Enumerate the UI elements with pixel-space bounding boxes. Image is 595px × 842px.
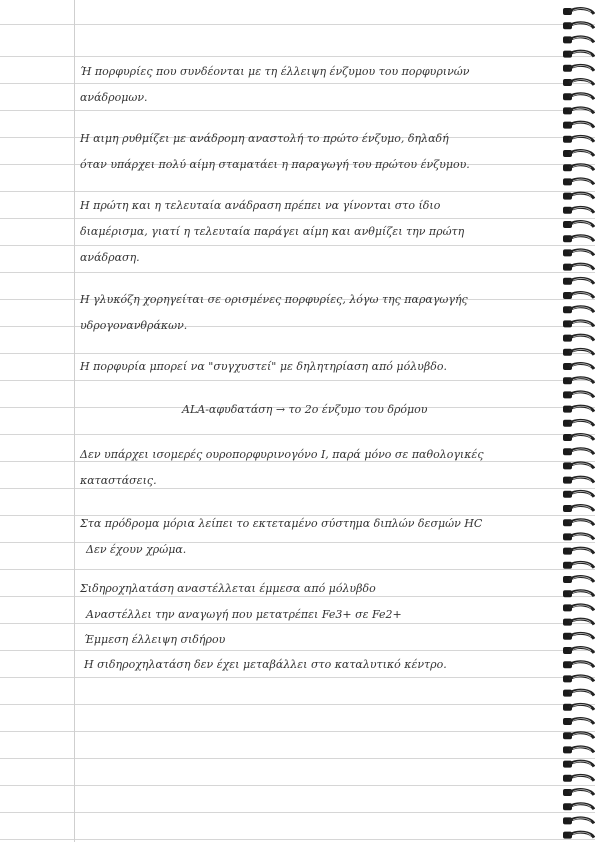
- note-line: υδρογονανθράκων.: [80, 319, 188, 332]
- note-line: Στα πρόδρομα μόρια λείπει το εκτεταμένο σύστημα διπλών δεσμών HC: [80, 517, 483, 530]
- note-line: Αναστέλλει την αναγωγή που μετατρέπει Fe3+ σε Fe2+: [86, 608, 402, 621]
- note-line: ανάδρομων.: [80, 91, 148, 104]
- note-line: Η αιμη ρυθμίζει με ανάδρομη αναστολή το πρώτο ένζυμο, δηλαδή: [80, 132, 449, 145]
- handwritten-notes: [80, 0, 558, 842]
- note-line: ανάδραση.: [80, 251, 140, 264]
- note-line: Η γλυκόζη χορηγείται σε ορισμένες πορφυρίες, λόγω της παραγωγής: [80, 293, 468, 306]
- note-line: Δεν υπάρχει ισομερές ουροπορφυρινογόνο Ι, παρά μόνο σε παθολογικές: [80, 448, 484, 461]
- spiral-binding: [561, 0, 595, 842]
- note-line: Ή πορφυρίες που συνδέονται με τη έλλειψη ένζυμου του πορφυρινών: [80, 65, 470, 78]
- note-line: Η πρώτη και η τελευταία ανάδραση πρέπει να γίνονται στο ίδιο: [80, 199, 441, 212]
- note-line: ALA-αφυδατάση → το 2ο ένζυμο του δρόμου: [182, 403, 428, 416]
- note-line: Έμμεση έλλειψη σιδήρου: [84, 633, 226, 646]
- note-line: καταστάσεις.: [80, 474, 157, 487]
- note-line: Δεν έχουν χρώμα.: [86, 543, 187, 556]
- note-line: Η σιδηροχηλατάση δεν έχει μεταβάλλει στο καταλυτικό κέντρο.: [84, 658, 447, 671]
- margin-line: [74, 0, 75, 842]
- note-line: διαμέρισμα, γιατί η τελευταία παράγει αίμη και ανθμίζει την πρώτη: [80, 225, 465, 238]
- note-line: όταν υπάρχει πολύ αίμη σταματάει η παραγωγή του πρώτου ένζυμου.: [80, 158, 470, 171]
- note-line: Σιδηροχηλατάση αναστέλλεται έμμεσα από μόλυβδο: [80, 582, 376, 595]
- note-line: Η πορφυρία μπορεί να "συγχυστεί" με δηλητηρίαση από μόλυβδο.: [80, 360, 447, 373]
